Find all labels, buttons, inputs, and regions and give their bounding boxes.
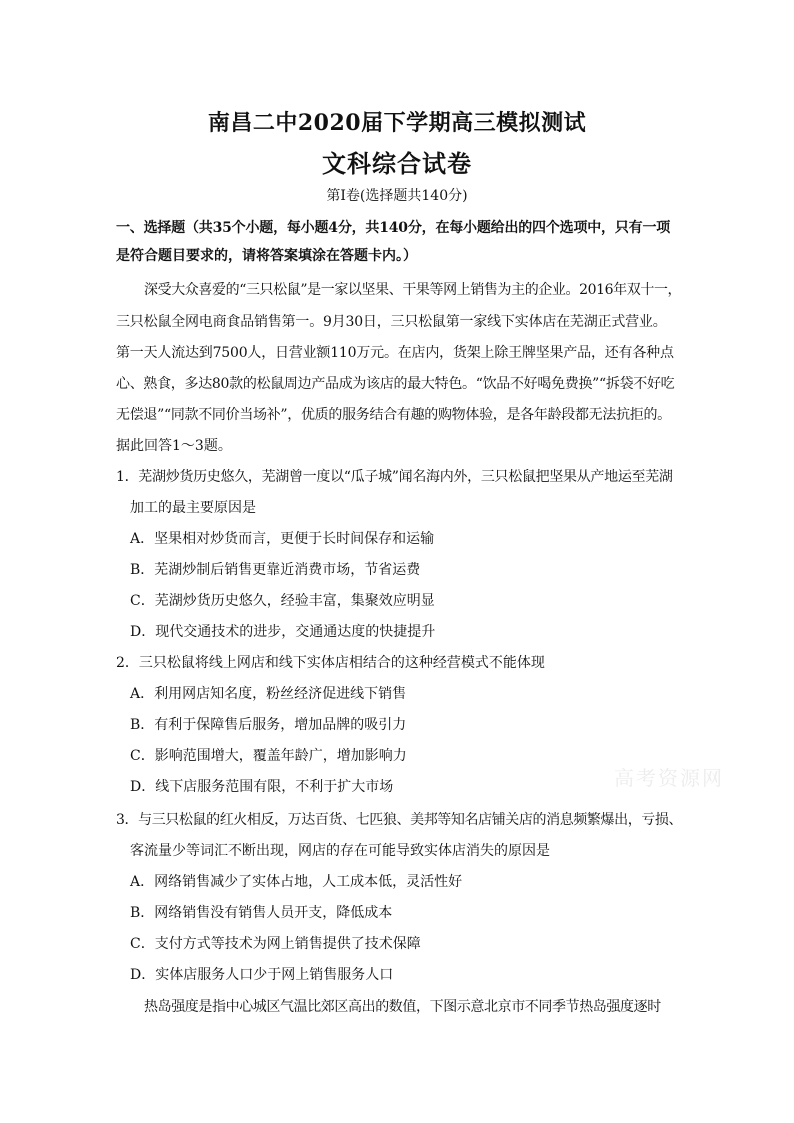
- question-1-stem-line-1: 1．芜湖炒货历史悠久，芜湖曾一度以“瓜子城”闻名海内外，三只松鼠把坚果从产地运至芜湖: [116, 469, 673, 485]
- question-1-stem-line-2: 加工的最主要原因是: [130, 500, 256, 516]
- question-3-stem-line-2: 客流量少等词汇不断出现，网店的存在可能导致实体店消失的原因是: [130, 843, 550, 859]
- watermark: 高考资源网: [614, 766, 724, 790]
- exam-subtitle: 文科综合试卷: [322, 149, 472, 178]
- instructions-line-2: 是符合题目要求的，请将答案填涂在答题卡内。）: [116, 248, 417, 264]
- question-3-option-a: A．网络销售减少了实体占地，人工成本低，灵活性好: [130, 874, 463, 890]
- question-3-stem-line-1: 3．与三只松鼠的红火相反，万达百货、七匹狼、美邦等知名店铺关店的消息频繁爆出，亏损、: [116, 812, 683, 828]
- passage1-line-2: 三只松鼠全网电商食品销售第一。9月30日，三只松鼠第一家线下实体店在芜湖正式营业。: [116, 314, 667, 330]
- question-2-option-d: D．线下店服务范围有限，不利于扩大市场: [130, 779, 394, 795]
- question-3-option-c: C．支付方式等技术为网上销售提供了技术保障: [130, 936, 421, 952]
- passage1-line-6: 据此回答1～3题。: [116, 438, 232, 454]
- passage1-line-1: 深受大众喜爱的“三只松鼠”是一家以坚果、干果等网上销售为主的企业。2016年双十一，: [144, 282, 682, 298]
- passage1-line-3: 第一天人流达到7500人，日营业额110万元。在店内，货架上除王牌坚果产品，还有各种点: [116, 345, 674, 361]
- instructions-line-1: 一、选择题（共35个小题，每小题4分，共140分，在每小题给出的四个选项中，只有一项: [116, 220, 671, 236]
- question-2-option-a: A．利用网店知名度，粉丝经济促进线下销售: [130, 686, 407, 702]
- question-2-option-c: C．影响范围增大，覆盖年龄广，增加影响力: [130, 748, 407, 764]
- question-2-option-b: B．有利于保障售后服务，增加品牌的吸引力: [130, 717, 407, 733]
- question-3-option-d: D．实体店服务人口少于网上销售服务人口: [130, 967, 394, 983]
- passage2-line-1: 热岛强度是指中心城区气温比郊区高出的数值，下图示意北京市不同季节热岛强度逐时: [144, 999, 661, 1015]
- passage1-line-4: 心、熟食，多达80款的松鼠周边产品成为该店的最大特色。“饮品不好喝免费换”“拆袋不好吃: [116, 376, 675, 392]
- exam-title: 南昌二中2020届下学期高三模拟测试: [207, 110, 587, 136]
- question-1-option-a: A．坚果相对炒货而言，更便于长时间保存和运输: [130, 531, 435, 547]
- question-2-stem-line-1: 2．三只松鼠将线上网店和线下实体店相结合的这种经营模式不能体现: [116, 655, 545, 671]
- question-3-option-b: B．网络销售没有销售人员开支，降低成本: [130, 905, 393, 921]
- passage1-line-5: 无偿退”“同款不同价当场补”，优质的服务结合有趣的购物体验，是各年龄段都无法抗拒的。: [116, 407, 671, 423]
- question-1-option-b: B．芜湖炒制后销售更靠近消费市场，节省运费: [130, 562, 421, 578]
- section-heading: 第Ⅰ卷(选择题共140分): [326, 188, 468, 204]
- question-1-option-d: D．现代交通技术的进步，交通通达度的快捷提升: [130, 624, 436, 640]
- question-1-option-c: C．芜湖炒货历史悠久，经验丰富，集聚效应明显: [130, 593, 435, 609]
